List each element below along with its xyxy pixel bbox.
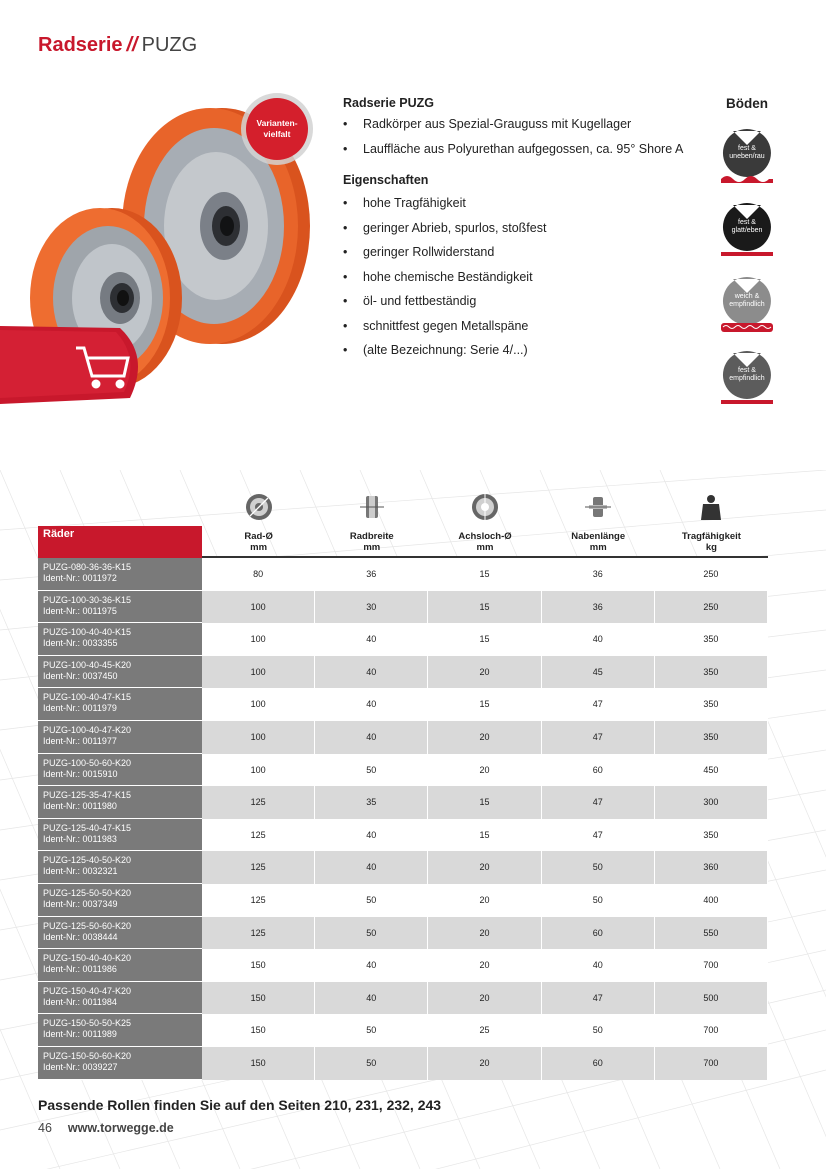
floor-line-2: uneben/rau — [729, 153, 765, 160]
table-cell: 47 — [542, 786, 655, 819]
article-cell — [38, 721, 202, 754]
property-item: • schnittfest gegen Metallspäne — [343, 318, 703, 343]
floor-line-1: fest & — [738, 219, 756, 226]
table-cell: 47 — [542, 982, 655, 1015]
table-row — [38, 1047, 768, 1080]
table-cell: 350 — [655, 656, 768, 689]
property-item: • geringer Abrieb, spurlos, stoßfest — [343, 220, 703, 245]
table-cell: 350 — [655, 688, 768, 721]
table-cell: 360 — [655, 851, 768, 884]
ident-number: Ident-Nr.: 0037349 — [43, 898, 118, 909]
table-cell: 20 — [428, 656, 541, 689]
table-cell: 15 — [428, 558, 541, 591]
table-cell: 700 — [655, 949, 768, 982]
floor-line-2: empfindlich — [729, 301, 765, 308]
table-cell: 40 — [315, 688, 428, 721]
floor-line-2: glatt/eben — [731, 227, 763, 234]
property-item: • öl- und fettbeständig — [343, 293, 703, 318]
article-cell — [38, 623, 202, 656]
ident-number: Ident-Nr.: 0011980 — [43, 801, 117, 812]
column-header: Tragfähigkeit kg — [655, 526, 768, 558]
table-cell: 350 — [655, 819, 768, 852]
table-cell: 20 — [428, 884, 541, 917]
table-cell: 20 — [428, 754, 541, 787]
table-cell: 40 — [315, 851, 428, 884]
article-code: PUZG-150-40-47-K20 — [43, 985, 132, 996]
table-cell: 15 — [428, 623, 541, 656]
table-cell: 47 — [542, 721, 655, 754]
table-cell: 125 — [202, 851, 315, 884]
table-cell: 250 — [655, 558, 768, 591]
property-item: • hohe Tragfähigkeit — [343, 195, 703, 220]
table-cell: 50 — [315, 1047, 428, 1080]
floors-title: Böden — [726, 96, 768, 111]
floor-line-1: fest & — [738, 367, 756, 374]
table-cell: 50 — [542, 851, 655, 884]
article-cell — [38, 949, 202, 982]
table-cell: 100 — [202, 591, 315, 624]
article-code: PUZG-100-30-36-K15 — [43, 594, 132, 605]
article-cell — [38, 982, 202, 1015]
table-cell: 350 — [655, 721, 768, 754]
article-code: PUZG-100-40-47-K20 — [43, 724, 132, 735]
table-row — [38, 688, 768, 721]
table-cell: 36 — [542, 558, 655, 591]
table-row — [38, 982, 768, 1015]
table-row — [38, 917, 768, 950]
model-label: PUZG — [141, 34, 198, 56]
table-cell: 80 — [202, 558, 315, 591]
article-code: PUZG-100-40-47-K15 — [43, 692, 132, 703]
table-cell: 50 — [315, 754, 428, 787]
article-code: PUZG-080-36-36-K15 — [43, 562, 132, 572]
floor-line-1: fest & — [738, 145, 756, 152]
axle-hole-icon — [428, 490, 541, 524]
property-item: • (alte Bezeichnung: Serie 4/...) — [343, 342, 703, 367]
property-item: • hohe chemische Beständigkeit — [343, 269, 703, 294]
table-cell: 47 — [542, 819, 655, 852]
website-link[interactable]: www.torwegge.de — [67, 1121, 174, 1135]
series-heading: Radserie PUZG — [343, 96, 435, 110]
floor-soft-icon — [719, 271, 775, 335]
article-code: PUZG-150-50-60-K20 — [43, 1050, 132, 1061]
construction-item: • Lauffläche aus Polyurethan aufgegossen, ca. 95° Shore A — [343, 141, 703, 166]
table-body — [38, 558, 768, 1080]
table-cell: 150 — [202, 1014, 315, 1047]
table-cell: 35 — [315, 786, 428, 819]
table-cell: 700 — [655, 1014, 768, 1047]
table-cell: 500 — [655, 982, 768, 1015]
table-cell: 40 — [315, 623, 428, 656]
floor-types — [712, 96, 782, 419]
table-cell: 15 — [428, 688, 541, 721]
article-cell — [38, 591, 202, 624]
table-cell: 15 — [428, 591, 541, 624]
table-row — [38, 623, 768, 656]
table-row — [38, 1014, 768, 1047]
page-title — [38, 34, 197, 57]
table-cell: 700 — [655, 1047, 768, 1080]
wheels-table — [38, 526, 768, 1080]
matching-casters-note: Passende Rollen finden Sie auf den Seiten 210, 231, 232, 243 — [38, 1097, 442, 1113]
article-code: PUZG-125-40-47-K15 — [43, 822, 132, 833]
ident-number: Ident-Nr.: 0039227 — [43, 1061, 118, 1072]
table-cell: 60 — [542, 917, 655, 950]
column-header: Achsloch-Ø mm — [428, 526, 541, 558]
badge-line-2: vielfalt — [263, 129, 291, 139]
features-block — [343, 96, 703, 367]
table-cell: 450 — [655, 754, 768, 787]
table-cell: 40 — [542, 949, 655, 982]
table-cell: 100 — [202, 754, 315, 787]
article-code: PUZG-125-50-50-K20 — [43, 887, 132, 898]
ident-number: Ident-Nr.: 0011983 — [43, 833, 117, 844]
table-row — [38, 591, 768, 624]
table-cell: 20 — [428, 982, 541, 1015]
table-cell: 100 — [202, 656, 315, 689]
wheel-width-icon — [315, 490, 428, 524]
table-cell: 20 — [428, 917, 541, 950]
table-cell: 125 — [202, 884, 315, 917]
table-cell: 50 — [315, 884, 428, 917]
ident-number: Ident-Nr.: 0011975 — [43, 605, 117, 616]
table-row — [38, 949, 768, 982]
table-cell: 40 — [315, 721, 428, 754]
article-code: PUZG-100-50-60-K20 — [43, 757, 132, 768]
table-cell: 150 — [202, 982, 315, 1015]
floor-sensitive-icon — [719, 345, 775, 409]
ident-number: Ident-Nr.: 0011977 — [43, 735, 117, 746]
table-cell: 20 — [428, 721, 541, 754]
page-footer — [38, 1121, 174, 1135]
floor-line-2: empfindlich — [729, 375, 765, 382]
article-code: PUZG-100-40-40-K15 — [43, 627, 132, 638]
article-code: PUZG-100-40-45-K20 — [43, 659, 132, 670]
table-cell: 100 — [202, 688, 315, 721]
ident-number: Ident-Nr.: 0011984 — [43, 996, 117, 1007]
wheel-diameter-icon — [202, 490, 315, 524]
table-cell: 250 — [655, 591, 768, 624]
table-cell: 40 — [315, 656, 428, 689]
floor-rough-icon — [719, 123, 775, 187]
table-row — [38, 558, 768, 591]
table-cell: 50 — [315, 917, 428, 950]
article-cell — [38, 558, 202, 591]
table-cell: 40 — [315, 819, 428, 852]
table-cell: 550 — [655, 917, 768, 950]
ident-number: Ident-Nr.: 0032321 — [43, 866, 118, 877]
table-row — [38, 851, 768, 884]
table-cell: 20 — [428, 851, 541, 884]
table-cell: 36 — [542, 591, 655, 624]
table-cell: 50 — [315, 1014, 428, 1047]
title-separator: // — [126, 34, 138, 56]
ident-number: Ident-Nr.: 0037450 — [43, 670, 118, 681]
ident-number: Ident-Nr.: 0015910 — [43, 768, 118, 779]
table-row — [38, 721, 768, 754]
article-code: PUZG-125-50-60-K20 — [43, 920, 132, 931]
table-cell: 40 — [542, 623, 655, 656]
table-cell: 15 — [428, 819, 541, 852]
badge-line-1: Varianten- — [256, 118, 298, 128]
table-cell: 350 — [655, 623, 768, 656]
table-cell: 150 — [202, 949, 315, 982]
column-header: Radbreite mm — [315, 526, 428, 558]
properties-heading: Eigenschaften — [343, 173, 429, 187]
ident-number: Ident-Nr.: 0011972 — [43, 573, 117, 583]
variety-badge — [246, 98, 308, 160]
table-row — [38, 754, 768, 787]
property-item: • geringer Rollwiderstand — [343, 244, 703, 269]
table-row — [38, 786, 768, 819]
table-cell: 25 — [428, 1014, 541, 1047]
table-row — [38, 884, 768, 917]
article-cell — [38, 917, 202, 950]
article-cell — [38, 656, 202, 689]
table-cell: 300 — [655, 786, 768, 819]
table-cell: 150 — [202, 1047, 315, 1080]
table-row — [38, 656, 768, 689]
article-cell — [38, 1047, 202, 1080]
article-cell — [38, 754, 202, 787]
series-label: Radserie — [38, 34, 123, 56]
ident-number: Ident-Nr.: 0033355 — [43, 638, 118, 649]
table-cell: 125 — [202, 819, 315, 852]
table-header — [38, 526, 768, 558]
article-code: PUZG-150-50-50-K25 — [43, 1018, 132, 1029]
construction-item: • Radkörper aus Spezial-Grauguss mit Kugellager — [343, 116, 703, 141]
table-cell: 45 — [542, 656, 655, 689]
article-code: PUZG-125-40-50-K20 — [43, 855, 132, 866]
table-cell: 30 — [315, 591, 428, 624]
table-cell: 60 — [542, 1047, 655, 1080]
table-cell: 15 — [428, 786, 541, 819]
column-header: Rad-Ø mm — [202, 526, 315, 558]
column-icons — [202, 490, 768, 524]
ident-number: Ident-Nr.: 0011986 — [43, 964, 117, 975]
table-cell: 60 — [542, 754, 655, 787]
table-cell: 20 — [428, 1047, 541, 1080]
ident-number: Ident-Nr.: 0011989 — [43, 1029, 117, 1040]
column-header: Nabenlänge mm — [542, 526, 655, 558]
article-code: PUZG-150-40-40-K20 — [43, 953, 132, 964]
table-cell: 100 — [202, 623, 315, 656]
ident-number: Ident-Nr.: 0011979 — [43, 703, 117, 714]
table-cell: 40 — [315, 982, 428, 1015]
article-cell — [38, 688, 202, 721]
table-cell: 40 — [315, 949, 428, 982]
article-cell — [38, 819, 202, 852]
article-code: PUZG-125-35-47-K15 — [43, 790, 132, 801]
table-cell: 20 — [428, 949, 541, 982]
hub-length-icon — [542, 490, 655, 524]
ident-number: Ident-Nr.: 0038444 — [43, 931, 118, 942]
article-cell — [38, 851, 202, 884]
article-cell — [38, 1014, 202, 1047]
floor-smooth-icon — [719, 197, 775, 261]
table-head-label: Räder — [38, 526, 202, 558]
properties-list — [343, 195, 703, 367]
table-cell: 100 — [202, 721, 315, 754]
article-cell — [38, 884, 202, 917]
weight-icon — [655, 490, 768, 524]
table-cell: 400 — [655, 884, 768, 917]
article-cell — [38, 786, 202, 819]
table-cell: 125 — [202, 917, 315, 950]
construction-list — [343, 116, 703, 165]
table-cell: 47 — [542, 688, 655, 721]
table-cell: 125 — [202, 786, 315, 819]
table-cell: 36 — [315, 558, 428, 591]
table-cell: 50 — [542, 1014, 655, 1047]
table-row — [38, 819, 768, 852]
floor-line-1: weich & — [734, 293, 760, 300]
page-number: 46 — [38, 1121, 52, 1135]
table-cell: 50 — [542, 884, 655, 917]
